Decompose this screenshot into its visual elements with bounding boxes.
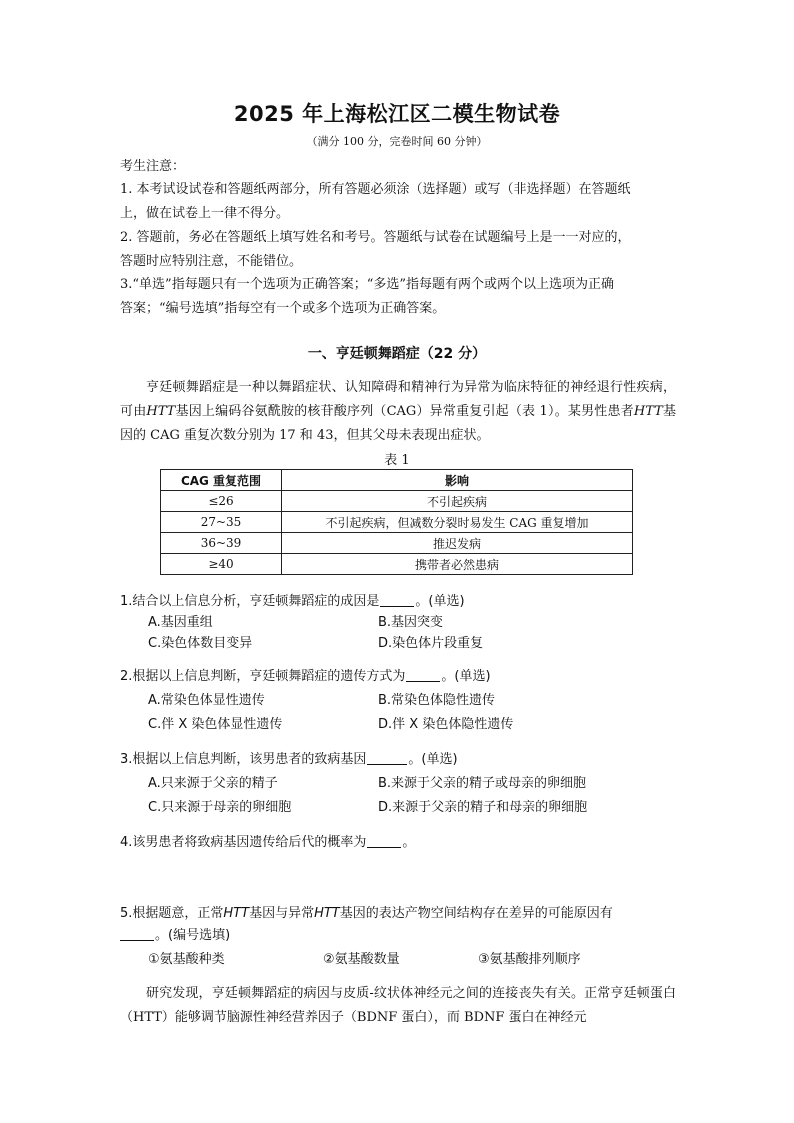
research-paragraph: 研究发现，亨廷顿舞蹈症的病因与皮质-纹状体神经元之间的连接丧失有关。正常亨廷顿蛋白（HTT）能够调节脑源性神经营养因子（BDNF 蛋白），而 BDNF 蛋白在神经元 xyxy=(120,986,676,1025)
notice-heading: 考生注意： xyxy=(120,159,186,174)
table-row xyxy=(161,512,633,533)
intro-paragraph xyxy=(120,376,676,448)
intro-text: 基因上编码谷氨酰胺的核苷酸序列（CAG）异常重复引起（表 1）。某男性患者 xyxy=(175,404,634,419)
table-header-row xyxy=(161,470,633,491)
option-c: C.伴 X 染色体显性遗传 xyxy=(148,717,283,732)
option-1: ①氨基酸种类 xyxy=(148,952,225,967)
option-a: A.只来源于父亲的精子 xyxy=(148,776,278,791)
stem-text: 。 xyxy=(402,835,416,850)
stem-text: 1.结合以上信息分析，亨廷顿舞蹈症的成因是 xyxy=(120,594,380,609)
stem-text: 。(编号选填) xyxy=(155,928,231,943)
option-b: B.基因突变 xyxy=(378,615,444,630)
option-3: ③氨基酸排列顺序 xyxy=(478,952,581,967)
table-cell: ≤26 xyxy=(161,491,282,512)
page-title: 2025 年上海松江区二模生物试卷 xyxy=(233,102,561,126)
table-cell: ≥40 xyxy=(161,554,282,575)
table-caption: 表 1 xyxy=(384,453,410,468)
table-row xyxy=(161,491,633,512)
table-row xyxy=(161,533,633,554)
page-subtitle: （满分 100 分，完卷时间 60 分钟） xyxy=(306,135,488,148)
question-4-stem xyxy=(120,831,680,850)
table-header: 影响 xyxy=(282,470,633,491)
answer-blank xyxy=(120,928,154,941)
stem-text: 基因的表达产物空间结构存在差异的可能原因有 xyxy=(339,906,613,921)
table-row xyxy=(161,554,633,575)
option-b: B.来源于父亲的精子或母亲的卵细胞 xyxy=(378,776,587,791)
stem-text: 基因与异常 xyxy=(249,906,315,921)
table-cell: 不引起疾病 xyxy=(282,491,633,512)
stem-text: 。(单选) xyxy=(441,669,491,684)
table-cell: 27~35 xyxy=(161,512,282,533)
table-cell: 不引起疾病，但减数分裂时易发生 CAG 重复增加 xyxy=(282,512,633,533)
option-a: A.常染色体显性遗传 xyxy=(148,693,265,708)
option-a: A.基因重组 xyxy=(148,615,213,630)
question-3-stem xyxy=(120,748,680,767)
intro-text: 亨廷顿舞蹈症是一种以舞蹈症状、认知障碍和精神行为异常为临床特征的神经退行性疾病，可由 xyxy=(120,380,676,419)
stem-text: 。(单选) xyxy=(408,752,458,767)
option-c: C.染色体数目变异 xyxy=(148,636,253,651)
stem-text: 5.根据题意，正常 xyxy=(120,906,224,921)
answer-blank xyxy=(406,669,440,682)
gene-name: HTT xyxy=(314,906,340,921)
stem-text: 2.根据以上信息判断，亨廷顿舞蹈症的遗传方式为 xyxy=(120,669,406,684)
notice-line: 上，做在试卷上一律不得分。 xyxy=(120,206,290,221)
option-2: ②氨基酸数量 xyxy=(323,952,400,967)
question-5-stem-cont xyxy=(120,924,680,943)
stem-text: 4.该男患者将致病基因遗传给后代的概率为 xyxy=(120,835,367,850)
table-cell: 推迟发病 xyxy=(282,533,633,554)
answer-blank xyxy=(380,594,414,607)
answer-blank xyxy=(367,752,407,765)
gene-name: HTT xyxy=(633,404,663,419)
question-5-stem xyxy=(120,902,680,921)
question-2-stem xyxy=(120,665,680,684)
notice-line: 2. 答题前，务必在答题纸上填写姓名和考号。答题纸与试卷在试题编号上是一一对应的， xyxy=(120,230,631,245)
option-c: C.只来源于母亲的卵细胞 xyxy=(148,800,292,815)
option-d: D.来源于父亲的精子和母亲的卵细胞 xyxy=(378,800,588,815)
table-header: CAG 重复范围 xyxy=(161,470,282,491)
answer-blank xyxy=(367,835,401,848)
cag-table xyxy=(160,469,633,575)
option-b: B.常染色体隐性遗传 xyxy=(378,693,496,708)
option-d: D.伴 X 染色体隐性遗传 xyxy=(378,717,514,732)
notice-line: 答题时应特别注意，不能错位。 xyxy=(120,254,303,269)
gene-name: HTT xyxy=(223,906,250,921)
stem-text: 3.根据以上信息判断，该男患者的致病基因 xyxy=(120,752,367,767)
notice-line: 1. 本考试设试卷和答题纸两部分，所有答题必须涂（选择题）或写（非选择题）在答题纸 xyxy=(120,182,631,197)
table-cell: 携带者必然患病 xyxy=(282,554,633,575)
notice-line: 3.“单选”指每题只有一个选项为正确答案；“多选”指每题有两个或两个以上选项为正确 xyxy=(120,277,614,292)
table-cell: 36~39 xyxy=(161,533,282,554)
gene-name: HTT xyxy=(146,404,176,419)
stem-text: 。(单选) xyxy=(415,594,465,609)
question-1-stem xyxy=(120,590,680,609)
intro-text: 基因的 CAG 重复次数分别为 17 和 43，但其父母未表现出症状。 xyxy=(120,404,676,443)
section-heading: 一、亨廷顿舞蹈症（22 分） xyxy=(307,346,487,362)
option-d: D.染色体片段重复 xyxy=(378,636,484,651)
notice-line: 答案；“编号选填”指每空有一个或多个选项为正确答案。 xyxy=(120,301,446,316)
